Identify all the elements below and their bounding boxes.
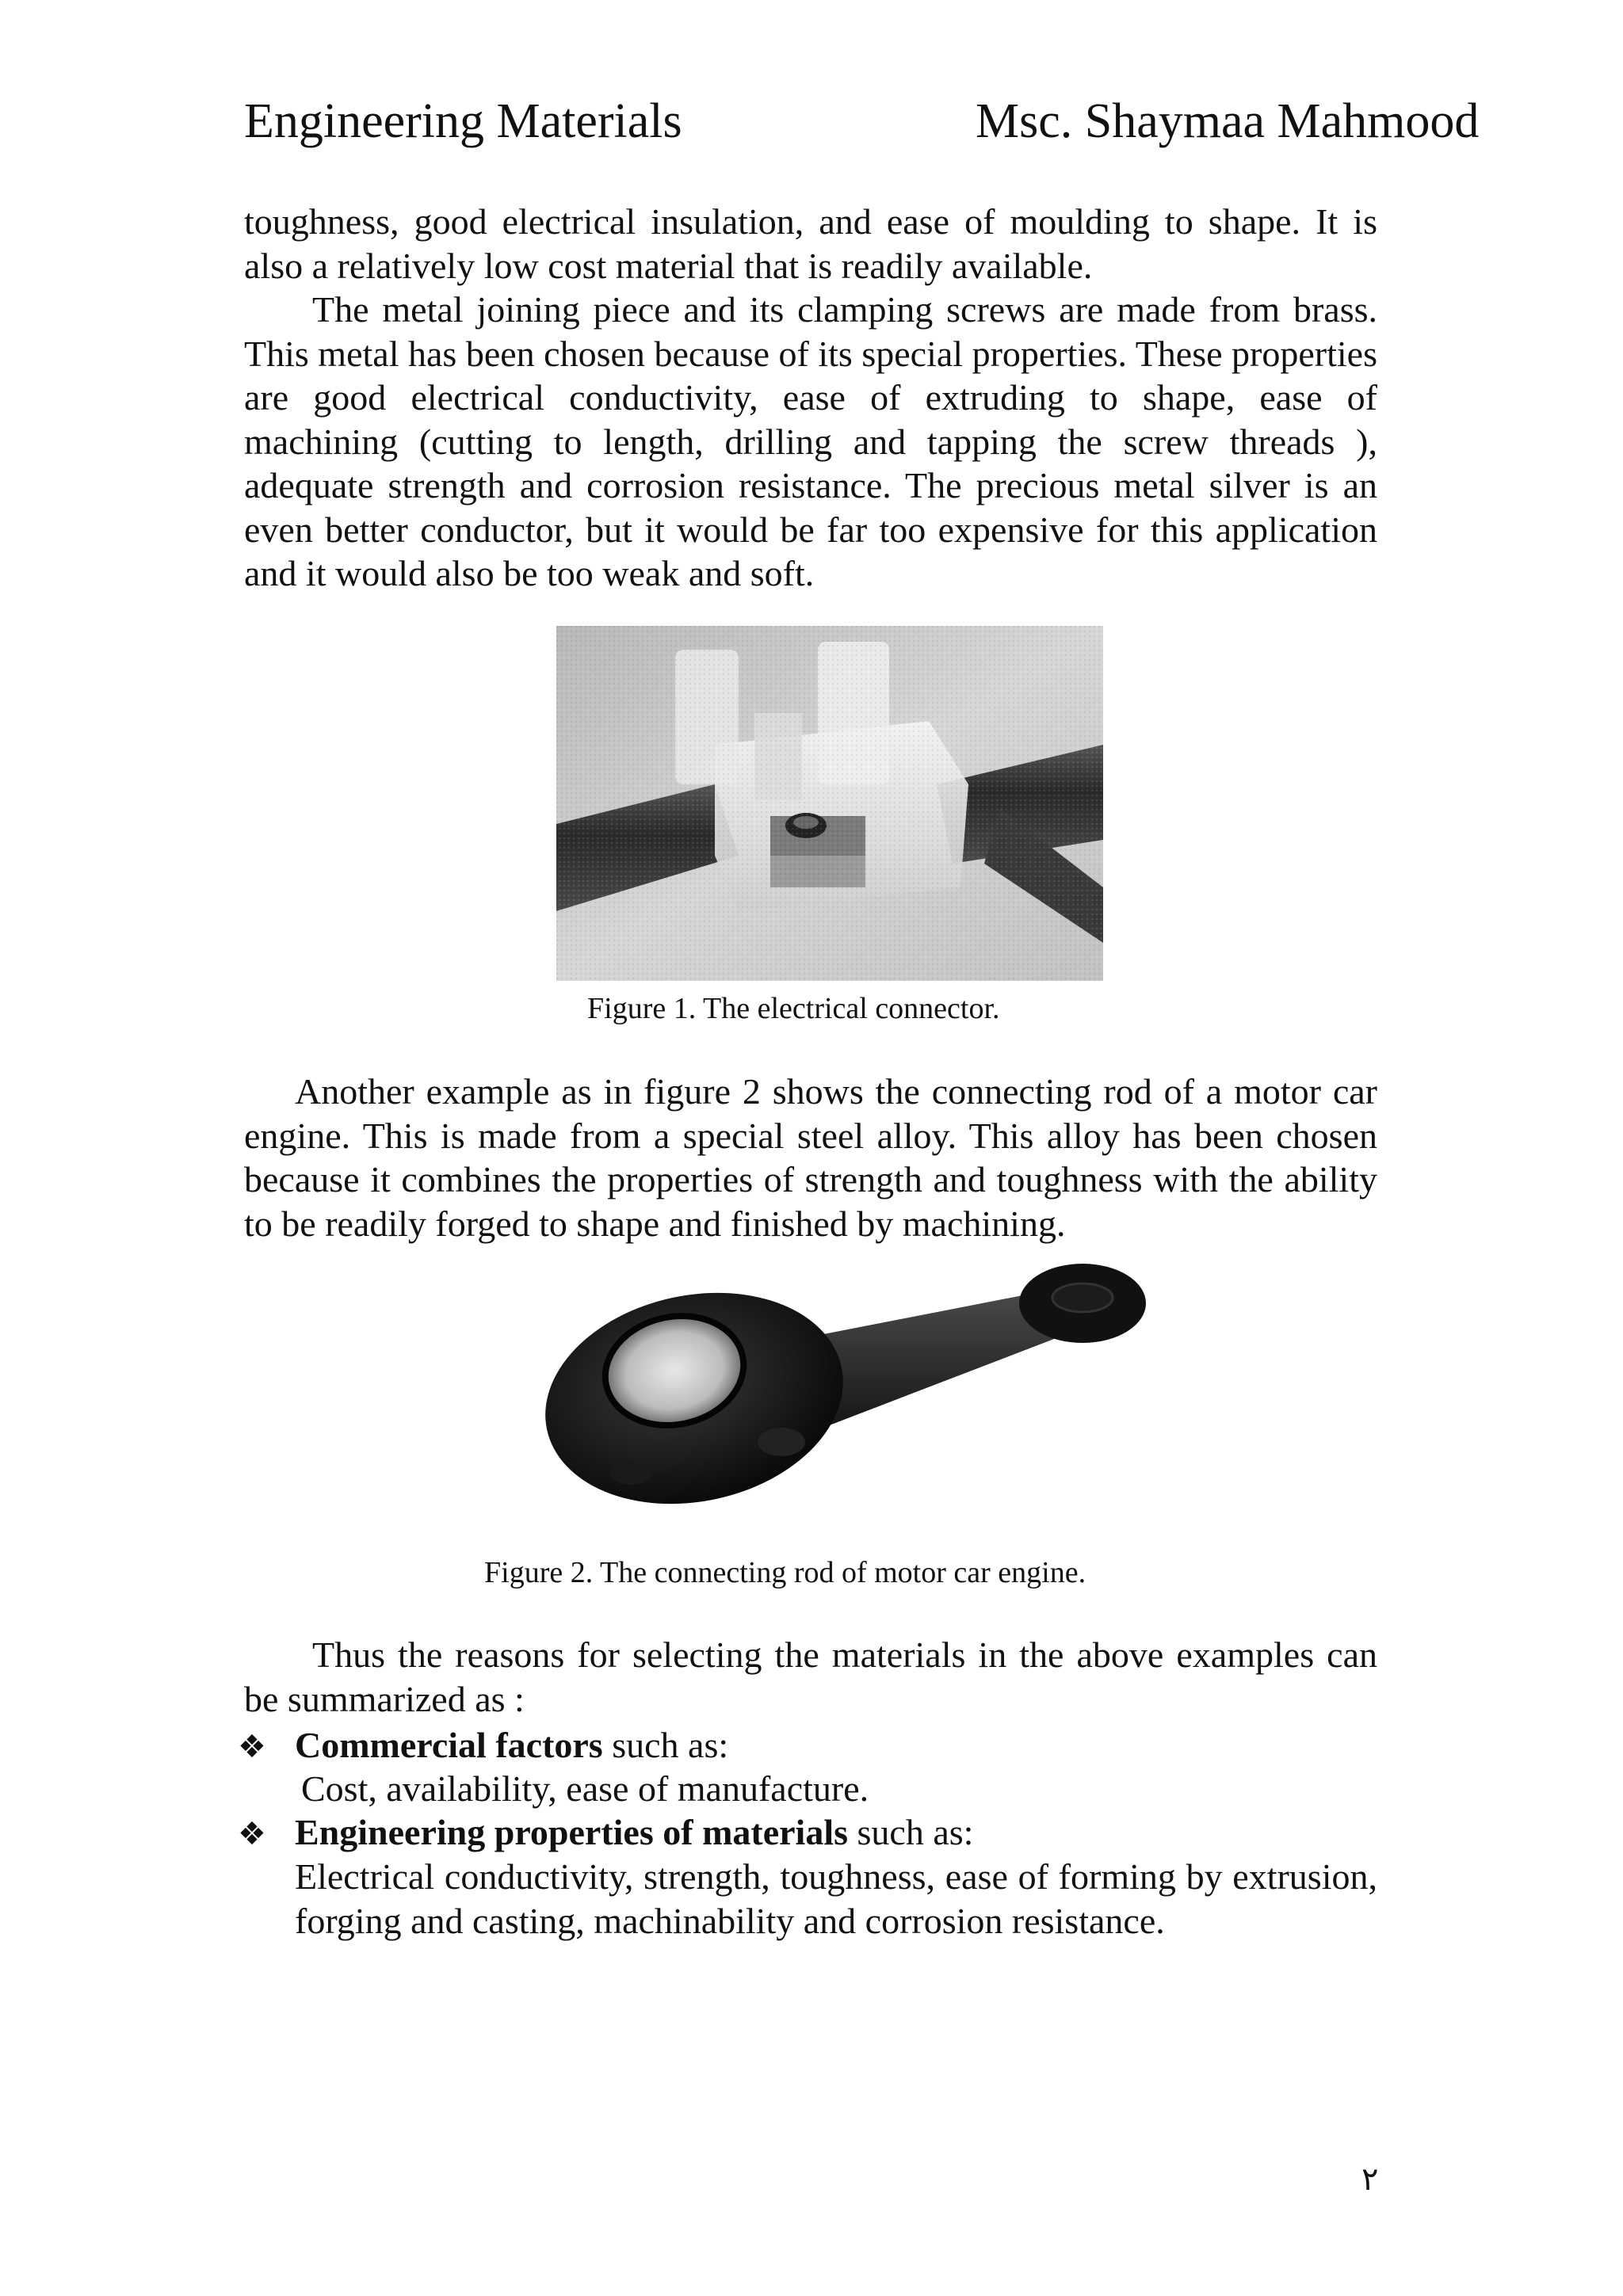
diamond-bullet-icon: ❖	[238, 1729, 266, 1765]
bullet-1-heading: Commercial factors	[295, 1725, 603, 1765]
bullet-1-detail: Cost, availability, ease of manufacture.	[301, 1768, 869, 1809]
figure-2-connecting-rod-photo	[536, 1260, 1154, 1521]
bullet-2-suffix: such as:	[848, 1812, 974, 1852]
header-author: Msc. Shaymaa Mahmood	[976, 94, 1480, 148]
paragraph-1: toughness, good electrical insulation, and ease of moulding to shape. It is also a relatively low cost material that is readily available.	[244, 201, 1377, 286]
header-title: Engineering Materials	[244, 94, 682, 148]
diamond-bullet-icon: ❖	[238, 1816, 266, 1852]
bullet-2-heading: Engineering properties of materials	[295, 1812, 848, 1852]
paragraph-3: Another example as in figure 2 shows the connecting rod of a motor car engine. This is made from a special steel alloy. This alloy has been chosen because it combines the properties of strength and toughness with the ability to be readily forged to shape and finished by machining.	[244, 1071, 1377, 1244]
figure-2-caption: Figure 2. The connecting rod of motor car engine.	[484, 1556, 1086, 1589]
bullet-engineering-properties	[238, 1810, 973, 1856]
bullet-1-suffix: such as:	[602, 1725, 729, 1765]
bullet-2-detail: Electrical conductivity, strength, toughness, ease of forming by extrusion, forging and casting, machinability and corrosion resistance.	[295, 1856, 1377, 1941]
paragraph-2: The metal joining piece and its clamping screws are made from brass. This metal has been chosen because of its special properties. These properties are good electrical conductivity, ease of extruding to shape, ease of machining (cutting to length, drilling and tapping the screw threads ), adequate strength and corrosion resistance. The precious metal silver is an even better conductor, but it would be far too expensive for this application and it would also be too weak and soft.	[244, 289, 1377, 593]
figure-1-caption: Figure 1. The electrical connector.	[587, 992, 1000, 1025]
bullet-commercial-factors	[238, 1723, 728, 1769]
figure-1-electrical-connector-photo	[556, 626, 1103, 981]
paragraph-4: Thus the reasons for selecting the materials in the above examples can be summarized as :	[244, 1634, 1377, 1719]
page-number: ٢	[1361, 2161, 1379, 2198]
